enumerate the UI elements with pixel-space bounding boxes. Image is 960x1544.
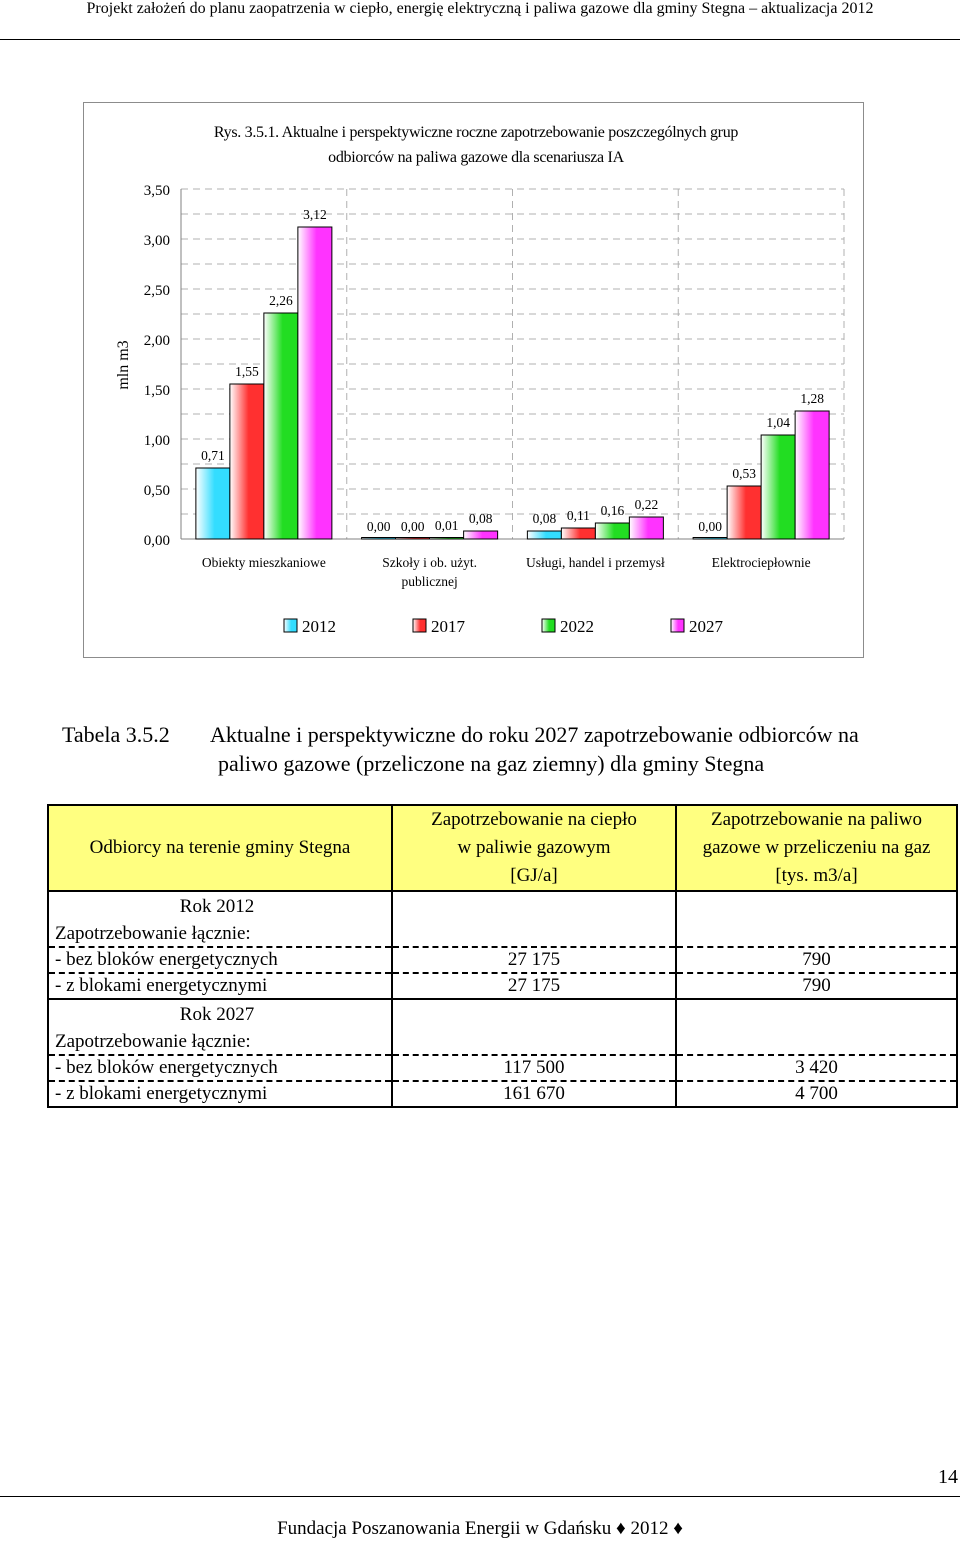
- table-row: [48, 947, 957, 973]
- y-tick-label: 1,00: [143, 433, 170, 449]
- legend-swatch-2027: [671, 619, 684, 632]
- col2-header-l1: Zapotrzebowanie na ciepło: [431, 809, 637, 830]
- bar-2012: [196, 468, 230, 539]
- chart-frame: [83, 102, 864, 658]
- bar-2027: [298, 227, 332, 539]
- data-label: 1,04: [766, 415, 790, 430]
- y-tick-label: 0,50: [143, 483, 170, 499]
- bar-2027: [464, 531, 498, 539]
- footer: Fundacja Poszanowania Energii w Gdańsku ♦ 2012 ♦: [277, 1518, 683, 1539]
- bar-2027: [795, 411, 829, 539]
- chart-title-line1: Rys. 3.5.1. Aktualne i perspektywiczne roczne zapotrzebowanie poszczególnych grup: [213, 124, 739, 141]
- demand-table: [47, 804, 958, 1108]
- bar-2017: [396, 538, 430, 540]
- data-label: 0,00: [366, 519, 391, 534]
- year1-total-label: Zapotrzebowanie łącznie:: [48, 922, 392, 947]
- y-axis-label: mln m3: [115, 340, 132, 390]
- data-label: 0,08: [532, 511, 557, 526]
- legend-swatch-2017: [413, 619, 426, 632]
- row-heat: 27 175: [392, 973, 676, 999]
- year2-total-label: Zapotrzebowanie łącznie:: [48, 1030, 392, 1055]
- col3-header-l3: [tys. m3/a]: [775, 865, 858, 886]
- row-heat: 161 670: [392, 1081, 676, 1107]
- data-label: 0,16: [600, 503, 625, 518]
- category-label: Szkoły i ob. użyt.: [382, 555, 478, 570]
- y-tick-label: 3,50: [143, 183, 170, 199]
- table-header-row: [48, 805, 957, 891]
- data-label: 0,53: [732, 466, 756, 481]
- table-row-year1-total: [48, 922, 957, 947]
- row-gas: 3 420: [676, 1055, 957, 1081]
- row-label: - bez bloków energetycznych: [48, 947, 392, 973]
- bar-2022: [430, 538, 464, 540]
- category-label: Usługi, handel i przemysł: [526, 555, 665, 570]
- data-label: 0,71: [201, 448, 225, 463]
- bar-2022: [761, 435, 795, 539]
- data-label: 0,22: [634, 497, 659, 512]
- col1-header: Odbiorcy na terenie gminy Stegna: [48, 805, 392, 891]
- table-row: [48, 1081, 957, 1107]
- col2-header-l2: w paliwie gazowym: [457, 837, 611, 858]
- bar-2012: [693, 538, 727, 540]
- legend-label: 2017: [431, 617, 465, 636]
- category-label: Obiekty mieszkaniowe: [201, 555, 326, 570]
- chart-title-line2: odbiorców na paliwa gazowe dla scenariusza IA: [328, 149, 624, 166]
- col3-header-l1: Zapotrzebowanie na paliwo: [710, 809, 923, 830]
- row-label: - bez bloków energetycznych: [48, 1055, 392, 1081]
- table-row: [48, 973, 957, 999]
- row-label: - z blokami energetycznymi: [48, 1081, 392, 1107]
- legend-swatch-2012: [284, 619, 297, 632]
- table-caption-label: Tabela 3.5.2: [62, 722, 170, 747]
- year1-label: Rok 2012: [48, 891, 392, 922]
- page-header: [0, 0, 960, 40]
- data-label: 1,28: [800, 391, 824, 406]
- table-row-year2-total: [48, 1030, 957, 1055]
- y-tick-label: 2,00: [143, 333, 170, 349]
- col2-header-l3: [GJ/a]: [510, 865, 558, 886]
- table-row-year1: [48, 891, 957, 922]
- bar-2017: [230, 384, 264, 539]
- row-gas: 4 700: [676, 1081, 957, 1107]
- y-tick-label: 2,50: [143, 283, 170, 299]
- legend-swatch-2022: [542, 619, 555, 632]
- bar-2022: [595, 523, 629, 539]
- data-label: 0,11: [566, 508, 590, 523]
- row-gas: 790: [676, 947, 957, 973]
- footer-divider: [0, 1496, 960, 1497]
- table-row: [48, 1055, 957, 1081]
- y-tick-label: 1,50: [143, 383, 170, 399]
- bar-2022: [264, 313, 298, 539]
- legend-label: 2022: [560, 617, 594, 636]
- table-caption-line1: Aktualne i perspektywiczne do roku 2027 zapotrzebowanie odbiorców na: [210, 722, 859, 747]
- category-label: Elektrociepłownie: [711, 555, 811, 570]
- data-label: 3,12: [303, 207, 327, 222]
- y-tick-label: 0,00: [143, 533, 170, 549]
- row-heat: 117 500: [392, 1055, 676, 1081]
- data-label: 1,55: [235, 364, 259, 379]
- data-label: 0,00: [400, 519, 425, 534]
- category-label: publicznej: [401, 574, 458, 589]
- year2-label: Rok 2027: [48, 999, 392, 1030]
- header-text: Projekt założeń do planu zaopatrzenia w ciepło, energię elektryczną i paliwa gazowe dla gminy Stegna – aktualizacja 2012: [86, 0, 874, 17]
- bar-2017: [727, 486, 761, 539]
- bar-2012: [362, 538, 396, 540]
- page-number: 14: [938, 1466, 958, 1488]
- data-label: 2,26: [269, 293, 293, 308]
- row-label: - z blokami energetycznymi: [48, 973, 392, 999]
- row-heat: 27 175: [392, 947, 676, 973]
- legend-label: 2012: [302, 617, 336, 636]
- col2-header: [392, 805, 676, 891]
- legend-label: 2027: [689, 617, 723, 636]
- col3-header: [676, 805, 957, 891]
- table-caption-line2: paliwo gazowe (przeliczone na gaz ziemny) dla gminy Stegna: [218, 751, 765, 776]
- data-label: 0,08: [468, 511, 493, 526]
- bar-2017: [561, 528, 595, 539]
- y-tick-label: 3,00: [143, 233, 170, 249]
- bar-2027: [629, 517, 663, 539]
- data-label: 0,00: [698, 519, 722, 534]
- chart-svg: [84, 103, 865, 659]
- col3-header-l2: gazowe w przeliczeniu na gaz: [702, 837, 931, 858]
- data-label: 0,01: [434, 518, 459, 533]
- table-row-year2: [48, 999, 957, 1030]
- row-gas: 790: [676, 973, 957, 999]
- bar-2012: [527, 531, 561, 539]
